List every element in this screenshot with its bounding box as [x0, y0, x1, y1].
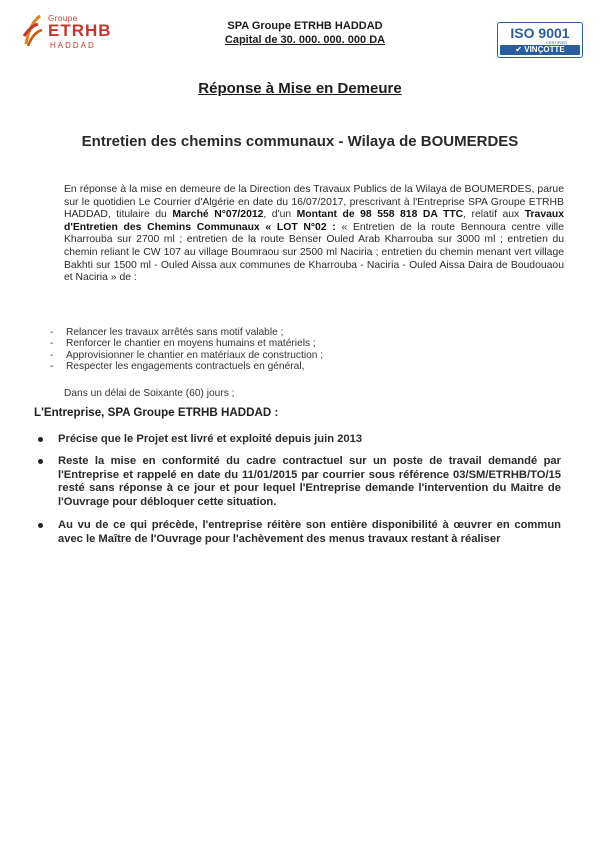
logo-groupe-text: Groupe: [48, 14, 78, 23]
company-logo: [22, 14, 122, 50]
response-points: [36, 433, 561, 547]
iso-certified-label: CERTIFIED: [546, 40, 568, 45]
iso-label: ISO 9001: [510, 25, 570, 41]
document-subtitle: Entretien des chemins communaux - Wilaya de BOUMERDES: [81, 133, 519, 150]
vincotte-label: ✔ VINÇOTTE: [500, 45, 580, 55]
list-item: - Renforcer le chantier en moyens humains et matériels ;: [50, 338, 530, 349]
company-capital: Capital de 30. 000. 000. 000 DA: [224, 34, 386, 46]
company-name: SPA Groupe ETRHB HADDAD: [227, 20, 383, 32]
enterprise-heading: L'Entreprise, SPA Groupe ETRHB HADDAD :: [34, 406, 279, 419]
company-header: [190, 20, 420, 46]
marche-number: Marché N°07/2012: [172, 209, 264, 221]
list-item: Au vu de ce qui précède, l'entreprise réitère son entière disponibilité à œuvrer en commun avec le Maître de l'Ouvrage pour l'achèvement des menus travaux restant à réaliser: [36, 519, 561, 547]
check-icon: ✔: [515, 45, 522, 54]
demands-list: [50, 327, 530, 373]
logo-haddad-text: HADDAD: [50, 41, 96, 50]
list-item: Précise que le Projet est livré et exploité depuis juin 2013: [36, 433, 561, 447]
list-item: Reste la mise en conformité du cadre contractuel sur un poste de travail demandé par l'Entreprise et rappelé en date du 11/01/2015 par courrier sous référence 03/SM/ETRHB/TO/15 resté sans réponse à ce jour et pour lequel l'Entreprise demande l'intervention du Maitre de l'Ouvrage pour débloquer cette situation.: [36, 455, 561, 510]
list-item: - Approvisionner le chantier en matériaux de construction ;: [50, 350, 530, 361]
iso-certification-badge: [497, 22, 583, 58]
contract-amount: Montant de 98 558 818 DA TTC: [296, 209, 464, 221]
list-item: - Respecter les engagements contractuels en général,: [50, 361, 530, 372]
list-item: - Relancer les travaux arrêtés sans motif valable ;: [50, 327, 530, 338]
logo-etrhb-text: ETRHB: [48, 21, 112, 40]
document-title: Réponse à Mise en Demeure: [198, 80, 402, 97]
intro-paragraph: En réponse à la mise en demeure de la Direction des Travaux Publics de la Wilaya de BOUMERDES, parue sur le quotidien Le Courrier d'Algérie en date du 16/07/2017, prescrivant à l'Entreprise SPA Groupe ETRHB HADDAD, titulaire du Marché N°07/2012, d'un Montant de 98 558 818 DA TTC, relatif aux Travaux d'Entretien des Chemins Communaux « LOT N°02 : « Entretien de la route Bennoura centre ville Kharrouba sur 2700 ml ; entretien de la route Benser Ouled Arab Kharrouba sur 3000 ml ; entretien du chemin reliant le CW 107 au village Boumraou sur 2500 ml Naciria ; entretien du chemin menant vert village Bakhti sur 1500 ml - Ouled Aissa aux communes de Kharrouba - Naciria - Ouled Aissa Daira de Boudouaou et Naciria » de :: [64, 184, 564, 284]
logo-mark-icon: [22, 14, 44, 48]
works-title: Travaux d'Entretien des Chemins Communaux « LOT N°02 :: [64, 209, 564, 233]
delay-text: Dans un délai de Soixante (60) jours ;: [64, 388, 235, 399]
